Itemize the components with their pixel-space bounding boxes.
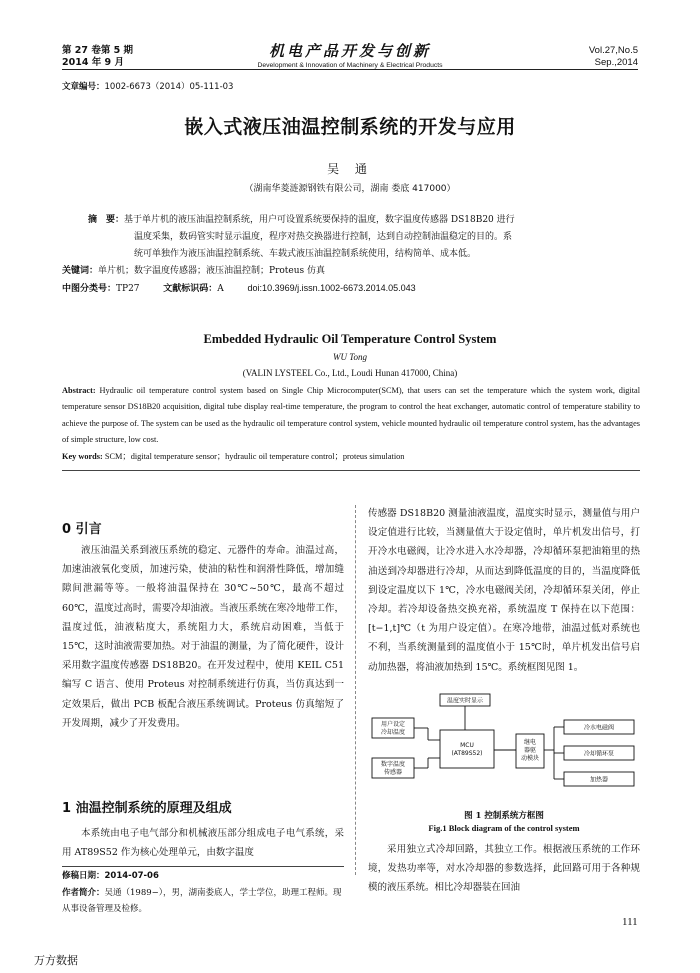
label-relay-1: 继电 (523, 739, 537, 746)
label-valve: 冷水电磁阀 (583, 724, 615, 732)
article-number: 文章编号：1002-6673（2014）05-111-03 (62, 82, 234, 92)
label-display: 温度实时显示 (446, 697, 484, 705)
paper-affiliation: （湖南华菱涟源钢铁有限公司，湖南 娄底 417000） (244, 184, 456, 194)
paragraph: 传感器 DS18B20 测量油液温度，温度实时显示，测量值与用户设定值进行比较，当测量值大于设定值时，单片机发出信号，打开冷水电磁阀，让冷水进入水冷却器，冷却循环泵把油箱里的热油送到冷却器进行冷却，从而达到降低温度的目的，当温度降低到设定温度以下 1℃，冷水电磁阀关闭，冷却循环泵关闭，停止冷却。若冷却设备热交换充裕，系统温度 T 保持在以下范围：[t−1,t]℃（t 为用户设定值）。在寒冷地带，油温过低对系统也不利，当系统测量到的温度值小于 15℃时，单片机发出信号启动加热器，将油液加热到 15℃。系统框图见图 1。 (368, 508, 640, 673)
english-title: Embedded Hydraulic Oil Temperature Control System (203, 332, 497, 346)
doi[interactable]: doi:10.3969/j.issn.1002-6673.2014.05.043 (247, 283, 416, 293)
header-date-cn: 2014 年 9 月 (62, 57, 124, 68)
abstract-cn (62, 212, 628, 298)
journal-title-en: Development & Innovation of Machinery & Electrical Products (257, 62, 443, 69)
section-heading-1: 1 油温控制系统的原理及组成 (62, 801, 232, 816)
right-column-text (368, 504, 640, 677)
label-user-1: 用户设定 (380, 721, 406, 728)
abstract-en: Abstract: Hydraulic oil temperature control system based on Single Chip Microcomputer(SCM), that users can set the temperature which the system work, digital temperature sensor DS18B20 acquisition, digital tube display real-time temperature, the program to control the heat exchanger, automatic control of temperature stability to achieve the purpose of. The system can be used as the hydraulic oil temperature control system, vehicle mounted hydraulic oil temperature control system, has the advantages of simple structure, low cost. Key words: SCM；digital temperature sensor；hydraulic oil temperature control；proteus simulation (62, 386, 641, 461)
watermark: 万方数据 (34, 954, 78, 967)
figure-caption (368, 810, 640, 834)
label-pump: 冷却循环泵 (583, 750, 615, 758)
header-issue (589, 45, 638, 69)
paper-title: 嵌入式液压油温控制系统的开发与应用 (184, 116, 516, 138)
label-sensor-1: 数字温度 (380, 761, 406, 768)
section-heading-0: 0 引言 (62, 522, 102, 537)
column-divider (355, 505, 356, 875)
paper-author: 吴 通 (327, 162, 373, 176)
figure-caption-cn: 图 1 控制系统方框图 (464, 811, 544, 821)
header-volume-cn: 第 27 卷第 5 期 (62, 45, 134, 56)
header-date-en: Sep.,2014 (594, 57, 638, 68)
section-divider (62, 470, 640, 471)
label-mcu-2: (AT89S52) (451, 750, 483, 757)
paragraph: 采用独立式冷却回路，其独立工作。根据液压系统的工作环境，发热功率等，对水冷却器的参数选择，此回路可用于各种规模的液压系统。相比冷却器装在回油 (368, 844, 640, 894)
box-mcu (440, 730, 494, 768)
journal-masthead (180, 40, 520, 69)
header-volume-en: Vol.27,No.5 (588, 45, 638, 56)
label-mcu-1: MCU (460, 742, 474, 749)
label-sensor-2: 传感器 (383, 769, 403, 776)
footnote-divider (62, 866, 344, 867)
footnote: 修稿日期：2014-07-06 作者简介：吴通（1989−），男，湖南娄底人，学士学位，助理工程师。现从事设备管理及检修。 (62, 871, 342, 914)
journal-title-cn: 机电产品开发与创新 (268, 42, 431, 60)
keywords-cn: 关键词：单片机；数字温度传感器；液压油温控制；Proteus 仿真 (62, 266, 326, 276)
english-author: WU Tong (333, 352, 367, 362)
label-relay-3: 动模块 (520, 755, 540, 762)
right-column-text-2 (368, 840, 640, 898)
left-column-text (62, 541, 344, 733)
abstract-line: 统可单独作为液压油温控制系统、车载式液压油温控制系统使用，结构简单、成本低。 (134, 249, 477, 259)
label-relay-2: 器驱 (523, 747, 537, 754)
abstract-line: 温度采集，数码管实时显示温度，程序对热交换器进行控制，达到自动控制油温稳定的目的。系 (134, 232, 513, 242)
paragraph: 液压油温关系到液压系统的稳定、元器件的寿命。油温过高，加速油液氧化变质，加速污染，使油的粘性和润滑性降低，增加缝隙间泄漏等等。一般将油温保持在 30℃~50℃，最高不超过 60℃，温度过高时，需要冷却油液。当液压系统在寒冷地带工作，温度过低，油液粘度大，系统阻力大，系统启动困难，当低于 15℃，这时油液需要加热。对于油温的测量，为了简化硬件，设计采用数字温度传感器 DS18B20。在开发过程中，使用 KEIL C51 编写 C 语言、使用 Proteus 对控制系统进行仿真，当仿真达到一定效果后，做出 PCB 板配合液压系统调试。Proteus 仿真缩短了开发周期，减少了开发费用。 (62, 545, 344, 729)
page-number: 111 (622, 916, 638, 928)
header-divider (62, 69, 638, 70)
header-volume (62, 45, 133, 69)
classification-row: 中图分类号：TP27 文献标识码：A doi:10.3969/j.issn.1002-6673.2014.05.043 (62, 283, 416, 294)
label-heater: 加热器 (589, 776, 609, 784)
block-diagram (368, 692, 640, 804)
label-user-2: 冷却温度 (380, 729, 406, 736)
left-column-text-2 (62, 824, 344, 862)
abstract-line: 基于单片机的液压油温控制系统，用户可设置系统要保持的温度，数字温度传感器 DS18B20 进行 (124, 215, 515, 225)
abstract-label: 摘 要： (88, 215, 125, 225)
english-affiliation: (VALIN LYSTEEL Co., Ltd., Loudi Hunan 417000, China) (242, 368, 458, 378)
paragraph: 本系统由电子电气部分和机械液压部分组成电子电气系统，采用 AT89S52 作为核心处理单元，由数字温度 (62, 828, 344, 859)
figure-caption-en: Fig.1 Block diagram of the control system (428, 823, 580, 833)
